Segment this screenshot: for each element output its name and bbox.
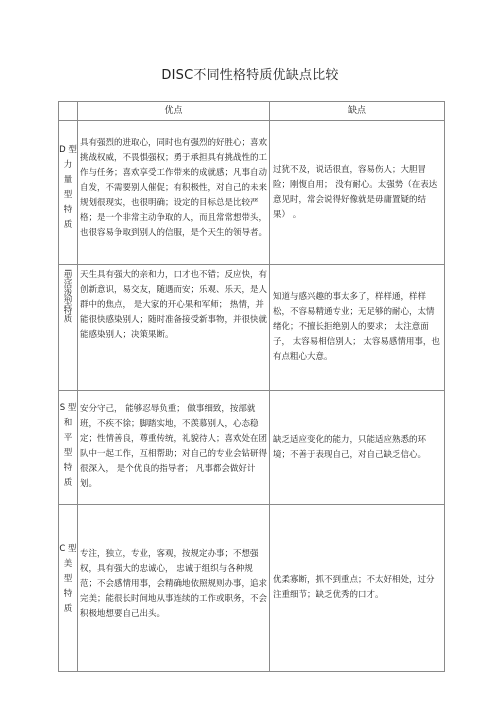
type-cell-d — [59, 121, 78, 265]
header-type — [59, 102, 78, 121]
type-cell-c — [59, 505, 78, 672]
type-label: 型 — [63, 448, 73, 458]
cons-cell-i: 知道与感兴趣的事太多了，样样通，样样松，不容易精通专业；无足够的耐心，太情绪化；不擅长拒绝别人的要求； 太注意面子， 太容易相信别人； 太容易感情用事，也有点粗心大意。 — [270, 265, 445, 391]
comparison-table — [58, 101, 445, 672]
cons-cell-s: 缺乏适应变化的能力，只能适应熟悉的环境；不善于表现自己，对自己缺乏信心。 — [270, 391, 445, 505]
type-cell-s — [59, 391, 78, 505]
type-label: 力 — [63, 160, 73, 170]
type-label: 型 — [63, 190, 73, 200]
type-label: 质 — [63, 478, 73, 488]
type-label: 质 — [63, 220, 73, 230]
type-label: S 型 — [59, 403, 77, 413]
table-row-s-type — [59, 391, 445, 505]
type-cell-i — [59, 265, 78, 391]
type-label: 特 — [63, 589, 73, 599]
table-row-i-type — [59, 265, 445, 391]
cons-cell-c: 优柔寡断，抓不到重点；不太好相处，过分注重细节；缺乏优秀的口才。 — [270, 505, 445, 672]
type-label: 质 — [63, 604, 73, 614]
type-label: 美 — [63, 559, 73, 569]
pros-cell-i: 天生具有强大的亲和力，口才也不错；反应快，有创新意识，易交友，随遇而安；乐观、乐天，是人群中的焦点， 是大家的开心果和军师； 热情，并能很快感染别人；随时准备接受新事物，并很快就能感染别人；决策果断。 — [78, 265, 270, 391]
type-label: C 型 — [59, 544, 77, 554]
pros-cell-s: 安分守己， 能够忍辱负重； 做事细致，按部就班，不疾不徐；脚踏实地，不羡慕别人，心态稳定；性情善良，尊重传统，礼貌待人；喜欢处在团队中一起工作，互相帮助；对自己的专业会钻研得很深入， 是个优良的指导者； 凡事都会做好计划。 — [78, 391, 270, 505]
type-label-vertical: I型活泼型特质 — [62, 269, 72, 323]
header-cons: 缺点 — [270, 102, 445, 121]
type-label: 特 — [63, 205, 73, 215]
type-label: 平 — [63, 433, 73, 443]
pros-cell-c: 专注，独立，专业，客观，按规定办事；不想强权，具有强大的忠诚心， 忠诚于组织与各种规范；不会感情用事，会精确地依照规则办事，追求完美；能很长时间地从事连续的工作或职务，不会积极地想要自己出头。 — [78, 505, 270, 672]
table-header-row — [59, 102, 445, 121]
table-row-c-type — [59, 505, 445, 672]
type-label: D 型 — [59, 145, 77, 155]
cons-cell-d: 过犹不及，说话很直，容易伤人；大胆冒险；刚愎自用； 没有耐心。太强势（在表达意见时，常会说得好像就是毋庸置疑的结果） 。 — [270, 121, 445, 265]
header-pros: 优点 — [78, 102, 270, 121]
type-label: 和 — [63, 418, 73, 428]
pros-cell-d: 具有强烈的进取心，同时也有强烈的好胜心；喜欢挑战权威，不畏惧强权；勇于承担具有挑战性的工作与任务；喜欢享受工作带来的成就感；凡事自动自发，不需要别人催促；有积极性，对自己的未来规划很现实，也很明确；设定的目标总是比较严格；是一个非常主动争取的人，而且常常想带头，也很容易争取到别人的信服，是个天生的领导者。 — [78, 121, 270, 265]
type-label: 型 — [63, 574, 73, 584]
type-label: 特 — [63, 463, 73, 473]
type-label: 量 — [63, 175, 73, 185]
table-row-d-type — [59, 121, 445, 265]
page-title: DISC不同性格特质优缺点比较 — [161, 68, 339, 83]
